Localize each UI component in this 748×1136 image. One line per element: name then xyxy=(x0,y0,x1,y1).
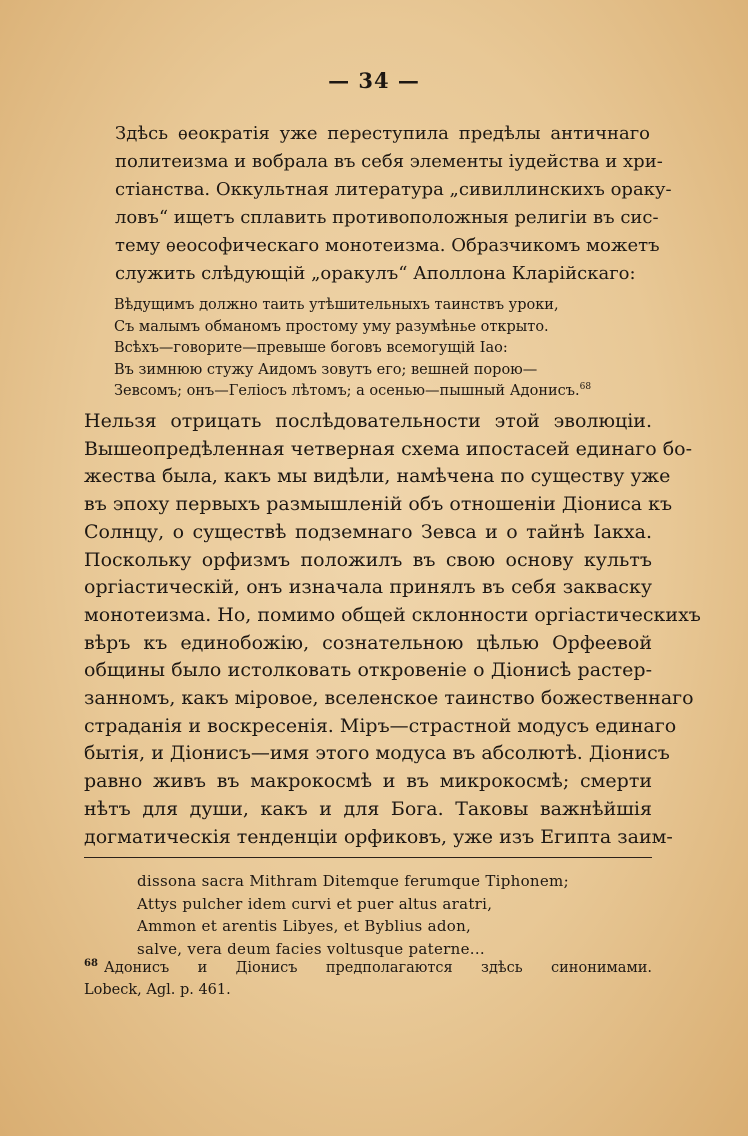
latin-verse-line: Ammon et arentis Libyes, et Byblius adon, xyxy=(137,917,472,935)
text-line: оргіастическій, онъ изначала принялъ въ себя закваску xyxy=(84,576,652,599)
footnote xyxy=(84,957,652,1001)
text-line: тему ѳеософическаго монотеизма. Образчикомъ можетъ xyxy=(115,235,660,256)
footnote-divider xyxy=(84,857,652,858)
text-line: Вышеопредѣленная четверная схема ипостасей единаго бо- xyxy=(84,437,692,460)
verse-line: Вѣдущимъ должно таить утѣшительныхъ таинствъ уроки, xyxy=(114,297,559,313)
verse-line: Всѣхъ—говорите—превыше боговъ всемогущій Іао: xyxy=(114,340,508,356)
text-line: бытія, и Діонисъ—имя этого модуса въ абсолютѣ. Діонисъ xyxy=(84,742,670,765)
text-line: нѣтъ для души, какъ и для Бога. Таковы важнѣйшія xyxy=(84,797,652,820)
verse-line-text: Зевсомъ; онъ—Геліосъ лѣтомъ; а осенью—пышный Адонисъ. xyxy=(114,383,580,399)
text-line: занномъ, какъ міровое, вселенское таинство божественнаго xyxy=(84,687,694,710)
intro-paragraph xyxy=(115,120,672,288)
latin-verse-line: Attys pulcher idem curvi et puer altus aratri, xyxy=(137,894,493,913)
footnote-reference: 68 xyxy=(579,382,592,393)
text-line: Поскольку орфизмъ положилъ въ свою основу культъ xyxy=(84,548,652,571)
text-line: стіанства. Оккультная литература „сивиллинскихъ ораку- xyxy=(115,179,672,200)
footnote-latin-verse xyxy=(137,870,637,960)
text-line: монотеизма. Но, помимо общей склонности оргіастическихъ xyxy=(84,603,701,626)
oracle-verse xyxy=(114,295,659,403)
text-line: въ эпоху первыхъ размышленій объ отношеніи Діониса къ xyxy=(84,493,673,516)
verse-line: Съ малымъ обманомъ простому уму разумѣнье открыто. xyxy=(114,318,549,335)
page-number: — 34 — xyxy=(328,68,420,93)
text-line: общины было истолковать откровеніе о Діонисѣ растер- xyxy=(84,659,652,682)
text-line: вѣръ къ единобожію, сознательною цѣлью Орфеевой xyxy=(84,631,652,654)
text-line: страданія и воскресенія. Міръ—страстной модусъ единаго xyxy=(84,714,677,737)
text-line: жества была, какъ мы видѣли, намѣчена по существу уже xyxy=(84,465,671,488)
footnote-text: Адонисъ и Діонисъ предполагаются здѣсь синонимами. xyxy=(103,960,652,976)
text-line: политеизма и вобрала въ себя элементы іудейства и хри- xyxy=(115,151,663,172)
text-line: Нельзя отрицать послѣдовательности этой эволюціи. xyxy=(84,410,652,432)
text-line: Здѣсь ѳеократія уже переступила предѣлы античнаго xyxy=(115,123,650,144)
latin-verse-line: dissona sacra Mithram Ditemque ferumque Tiphonem; xyxy=(137,872,569,890)
footnote-line xyxy=(84,957,652,979)
main-paragraph xyxy=(84,408,701,851)
latin-verse-line: salve, vera deum facies voltusque paterne... xyxy=(137,939,485,958)
text-line: равно живъ въ макрокосмѣ и въ микрокосмѣ; смерти xyxy=(84,770,652,793)
text-line: ловъ“ ищетъ сплавить противоположныя религіи въ сис- xyxy=(115,207,659,228)
text-line: служить слѣдующій „оракулъ“ Аполлона Кларійскаго: xyxy=(115,263,636,284)
verse-line: Въ зимнюю стужу Аидомъ зовутъ его; вешней порою— xyxy=(114,361,538,378)
footnote-mark: 68 xyxy=(84,958,98,970)
footnote-line: Lobeck, Agl. p. 461. xyxy=(84,982,231,998)
text-line: Солнцу, о существѣ подземнаго Зевса и о тайнѣ Іакха. xyxy=(84,520,652,543)
verse-line-last xyxy=(114,381,659,403)
text-line: догматическія тенденціи орфиковъ, уже изъ Египта заим- xyxy=(84,825,673,848)
